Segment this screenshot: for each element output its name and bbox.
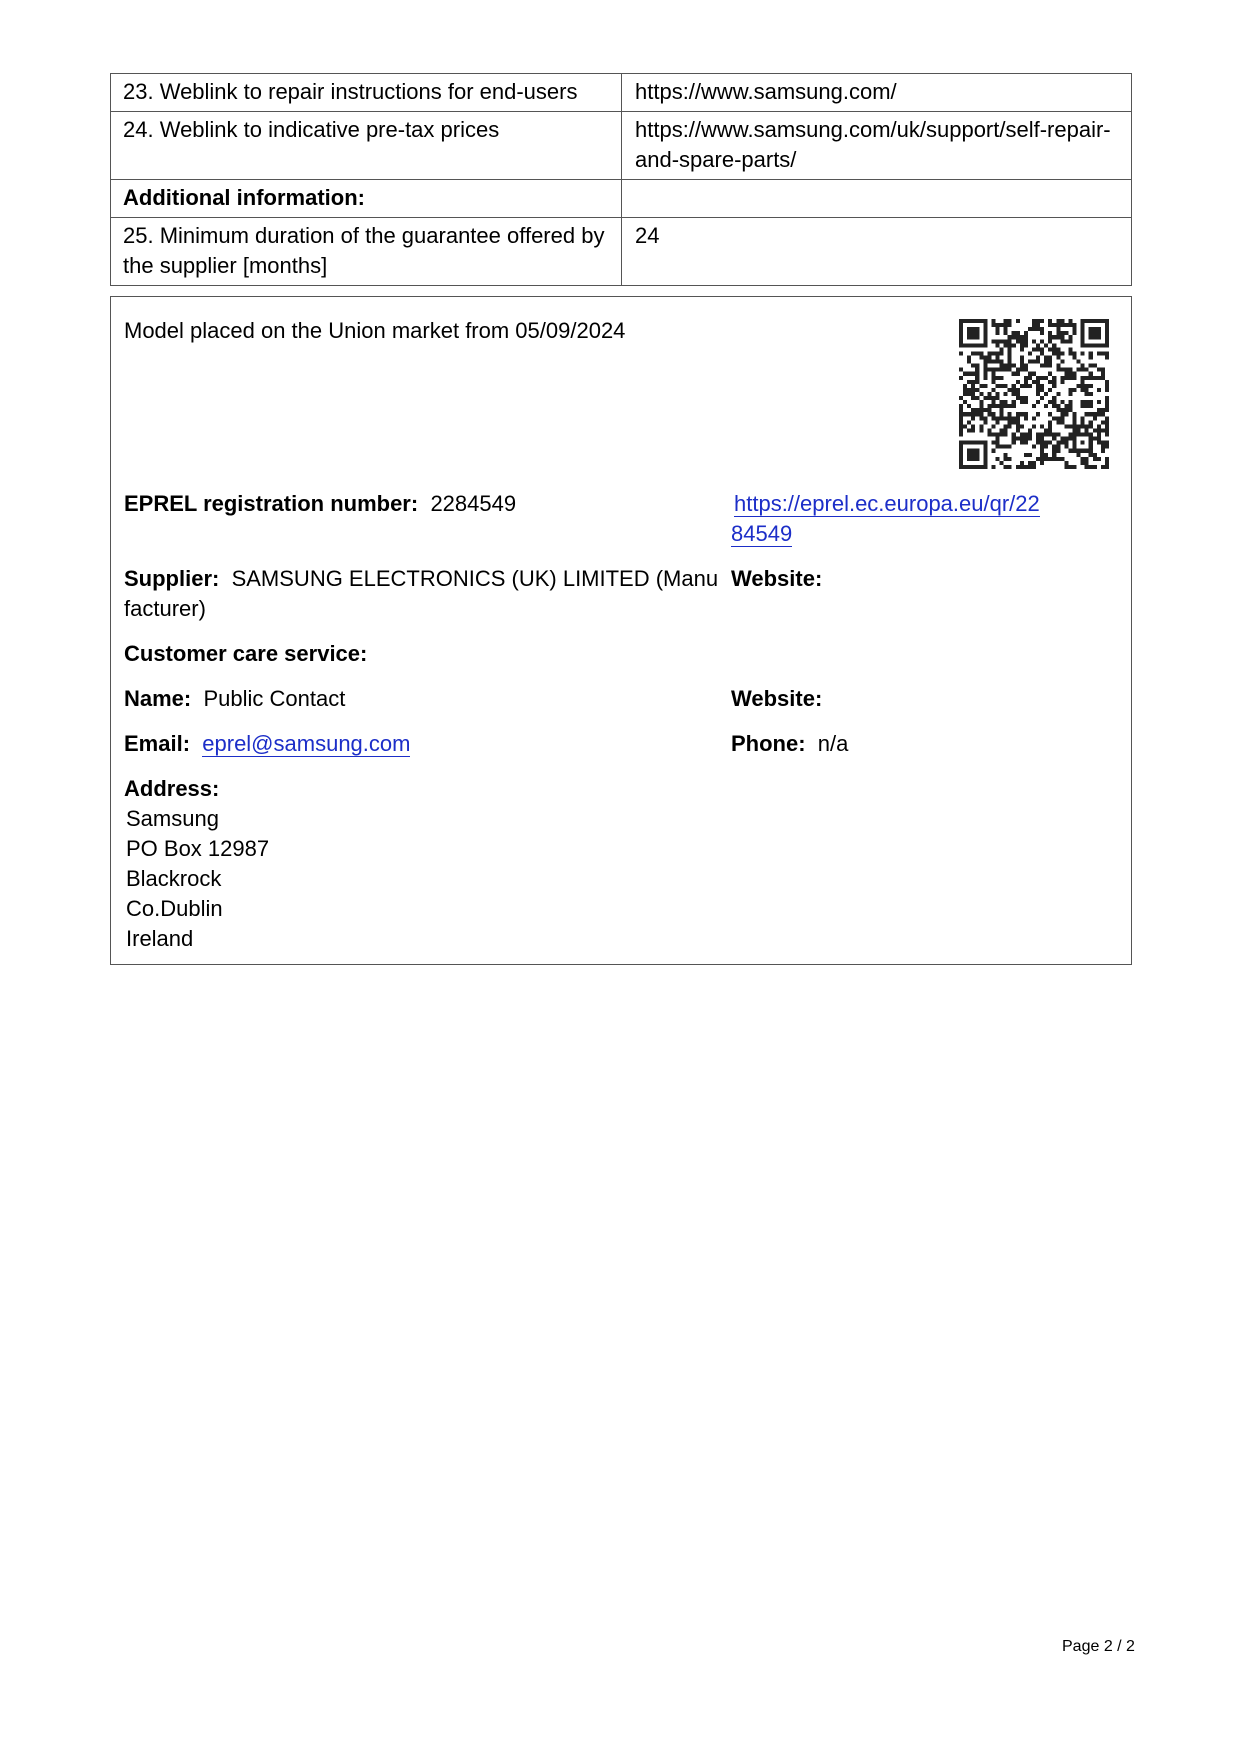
address-block — [124, 774, 269, 954]
address-line: PO Box 12987 — [126, 836, 270, 861]
row-value: https://www.samsung.com/ — [622, 74, 1132, 112]
table-row — [111, 180, 1132, 218]
row-value — [622, 180, 1132, 218]
supplier-website-label: Website: — [731, 566, 823, 591]
model-info-box — [110, 296, 1132, 965]
page-number: Page 2 / 2 — [1062, 1638, 1135, 1655]
row-label: 24. Weblink to indicative pre-tax prices — [111, 112, 622, 180]
eprel-registration — [124, 489, 516, 519]
qr-code-icon[interactable] — [959, 319, 1109, 469]
address-label: Address: — [124, 776, 220, 801]
row-value — [622, 112, 1132, 180]
table-row — [111, 218, 1132, 286]
name-label: Name: — [124, 686, 192, 711]
contact-email — [124, 729, 410, 759]
email-label: Email: — [124, 731, 191, 756]
contact-name — [124, 684, 345, 714]
phone-value: n/a — [817, 731, 849, 756]
spec-table — [110, 73, 1132, 286]
market-placement-text: Model placed on the Union market from 05/09/2024 — [124, 318, 626, 343]
eprel-link[interactable] — [731, 491, 1040, 546]
address-line: Ireland — [126, 926, 194, 951]
supplier-value: SAMSUNG ELECTRONICS (UK) LIMITED (Manufacturer) — [124, 566, 719, 621]
eprel-number: 2284549 — [430, 491, 517, 516]
email-link[interactable]: eprel@samsung.com — [202, 731, 411, 756]
address-line: Samsung — [126, 806, 219, 831]
contact-phone — [731, 729, 848, 759]
address-line: Co.Dublin — [126, 896, 223, 921]
table-row — [111, 112, 1132, 180]
phone-label: Phone: — [731, 731, 806, 756]
supplier-block — [124, 564, 724, 624]
row-value: 24 — [622, 218, 1132, 286]
address-lines — [124, 804, 269, 954]
eprel-link-line1[interactable]: https://eprel.ec.europa.eu/qr/22 — [734, 491, 1040, 516]
eprel-link-line2[interactable]: 84549 — [731, 521, 793, 546]
row-label: 25. Minimum duration of the guarantee offered by the supplier [months] — [111, 218, 622, 286]
section-heading: Additional information: — [111, 180, 622, 218]
supplier-label: Supplier: — [124, 566, 220, 591]
eprel-label: EPREL registration number: — [124, 491, 419, 516]
name-value: Public Contact — [203, 686, 346, 711]
customer-care-heading: Customer care service: — [124, 641, 368, 666]
eprel-link-wrapper — [731, 489, 1091, 549]
customer-care-website-label: Website: — [731, 686, 823, 711]
table-row — [111, 74, 1132, 112]
prices-url: https://www.samsung.com/uk/support/self-repair-and-spare-parts/ — [635, 117, 1111, 172]
row-label: 23. Weblink to repair instructions for end-users — [111, 74, 622, 112]
address-line: Blackrock — [126, 866, 222, 891]
